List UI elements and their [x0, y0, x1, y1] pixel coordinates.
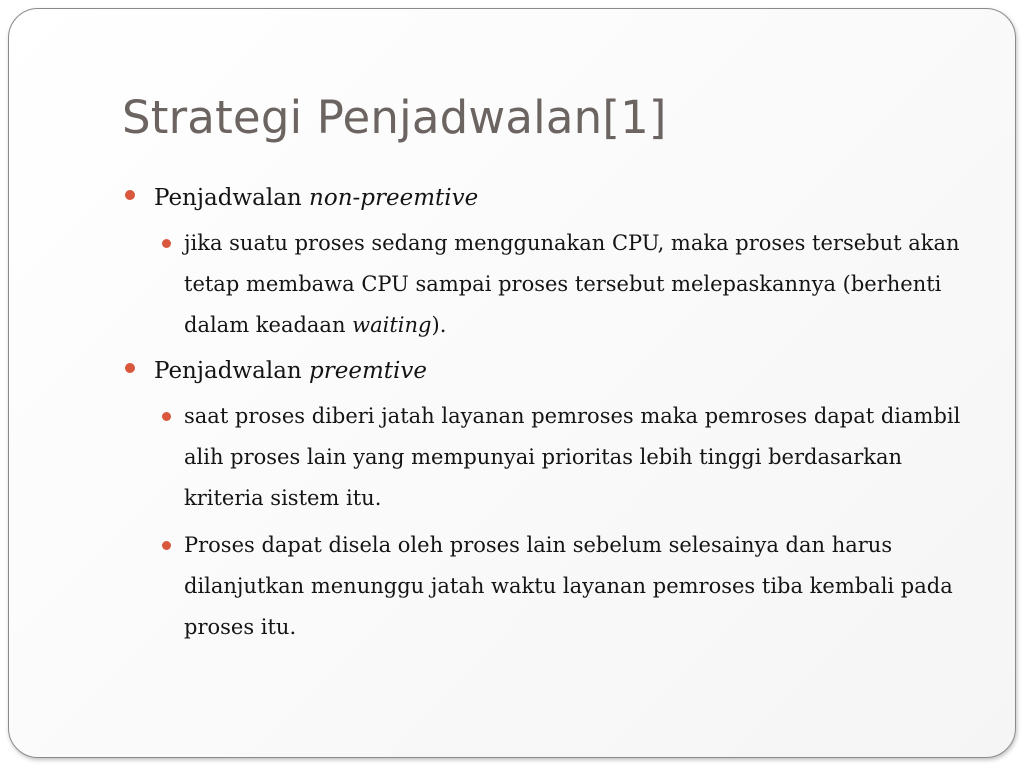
- bullet-preemtive: [123, 352, 983, 390]
- subitem-text-italic: waiting: [352, 313, 432, 337]
- bullet-label-italic: non-preemtive: [309, 185, 479, 211]
- subbullet-dot-icon: [162, 412, 171, 421]
- bullet-dot-icon: [125, 363, 135, 373]
- subbullet-dot-icon: [162, 541, 171, 550]
- subbullet-dot-icon: [162, 239, 171, 248]
- subitem-text-main: jika suatu proses sedang menggunakan CPU, maka proses tersebut akan tetap membawa CPU sampai proses tersebut melepaskannya (berhenti dalam keadaan: [184, 231, 960, 337]
- bullet-label: Penjadwalan: [154, 185, 310, 211]
- subitem-text-end: ).: [431, 313, 447, 337]
- slide-title: Strategi Penjadwalan[1]: [122, 91, 667, 144]
- bullet-label-italic: preemtive: [309, 358, 427, 384]
- subitem: [123, 396, 983, 519]
- slide-frame: [8, 8, 1016, 758]
- bullet-dot-icon: [125, 190, 135, 200]
- subitem-text: Proses dapat disela oleh proses lain sebelum selesainya dan harus dilanjutkan menunggu jatah waktu layanan pemroses tiba kembali pada proses itu.: [184, 533, 953, 639]
- sublist-preemtive: [123, 396, 983, 648]
- sublist-non-preemtive: [123, 223, 983, 346]
- subitem-text: [184, 223, 975, 346]
- slide-content: [123, 179, 983, 654]
- subitem: [123, 223, 983, 346]
- bullet-non-preemtive: [123, 179, 983, 217]
- subitem-text: saat proses diberi jatah layanan pemroses maka pemroses dapat diambil alih proses lain yang mempunyai prioritas lebih tinggi berdasarkan kriteria sistem itu.: [184, 404, 961, 510]
- subitem: [123, 525, 983, 648]
- bullet-label: Penjadwalan: [154, 358, 310, 384]
